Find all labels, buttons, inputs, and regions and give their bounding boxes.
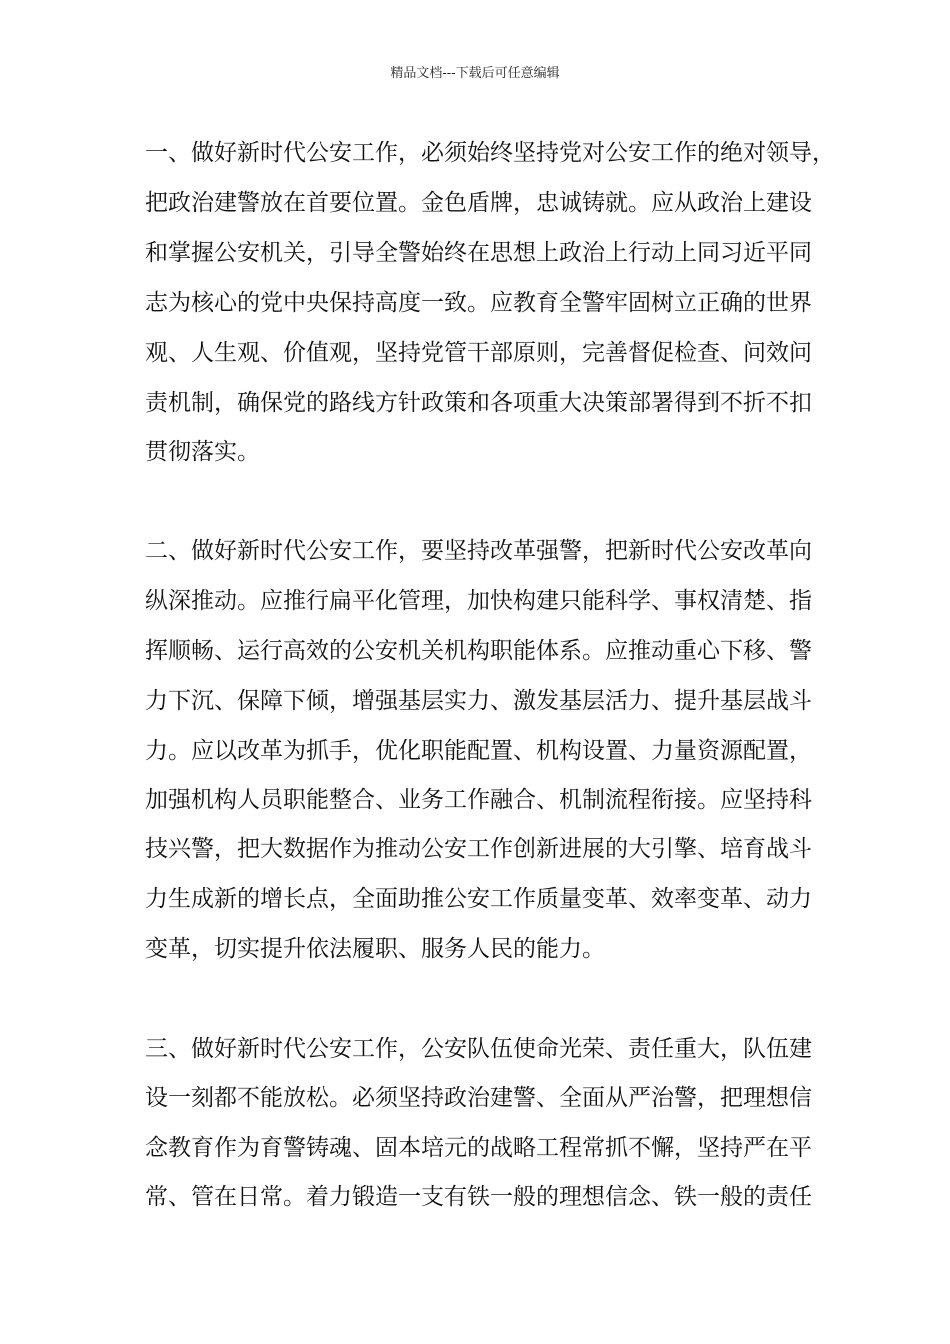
paragraph-line: 把政治建警放在首要位置。金色盾牌，忠诚铸就。应从政治上建设 [145,190,812,216]
paragraph-line: 变革，切实提升依法履职、服务人民的能力。 [145,936,605,962]
paragraph-line: 设一刻都不能放松。必须坚持政治建警、全面从严治警，把理想信 [145,1085,812,1111]
paragraph-line: 力生成新的增长点，全面助推公安工作质量变革、效率变革、动力 [145,886,812,912]
paragraph-line: 纵深推动。应推行扁平化管理，加快构建只能科学、事权清楚、指 [145,588,812,614]
paragraph-line: 和掌握公安机关，引导全警始终在思想上政治上行动上同习近平同 [145,240,812,266]
paragraph-line: 观、人生观、价值观，坚持党管干部原则，完善督促检查、问效问 [145,340,812,366]
paragraph-line: 二、做好新时代公安工作，要坚持改革强警，把新时代公安改革向 [145,538,812,564]
paragraph-line: 念教育作为育警铸魂、固本培元的战略工程常抓不懈，坚持严在平 [145,1135,812,1161]
paragraph-line: 责机制，确保党的路线方针政策和各项重大决策部署得到不折不扣 [145,390,812,416]
paragraph-line: 加强机构人员职能整合、业务工作融合、机制流程衔接。应坚持科 [145,787,812,813]
paragraph-line: 常、管在日常。着力锻造一支有铁一般的理想信念、铁一般的责任 [145,1184,812,1210]
paragraph-line: 志为核心的党中央保持高度一致。应教育全警牢固树立正确的世界 [145,290,812,316]
page-header: 精品文档---下载后可任意编辑 [390,66,560,81]
paragraph-line: 一、做好新时代公安工作，必须始终坚持党对公安工作的绝对领导， [145,140,835,166]
paragraph-line: 力下沉、保障下倾，增强基层实力、激发基层活力、提升基层战斗 [145,688,812,714]
paragraph-line: 技兴警，把大数据作为推动公安工作创新进展的大引擎、培育战斗 [145,836,812,862]
paragraph-line: 三、做好新时代公安工作，公安队伍使命光荣、责任重大，队伍建 [145,1036,812,1062]
paragraph-line: 力。应以改革为抓手，优化职能配置、机构设置、力量资源配置， [145,738,812,764]
paragraph-line: 挥顺畅、运行高效的公安机关机构职能体系。应推动重心下移、警 [145,638,812,664]
paragraph-line: 贯彻落实。 [145,439,260,465]
